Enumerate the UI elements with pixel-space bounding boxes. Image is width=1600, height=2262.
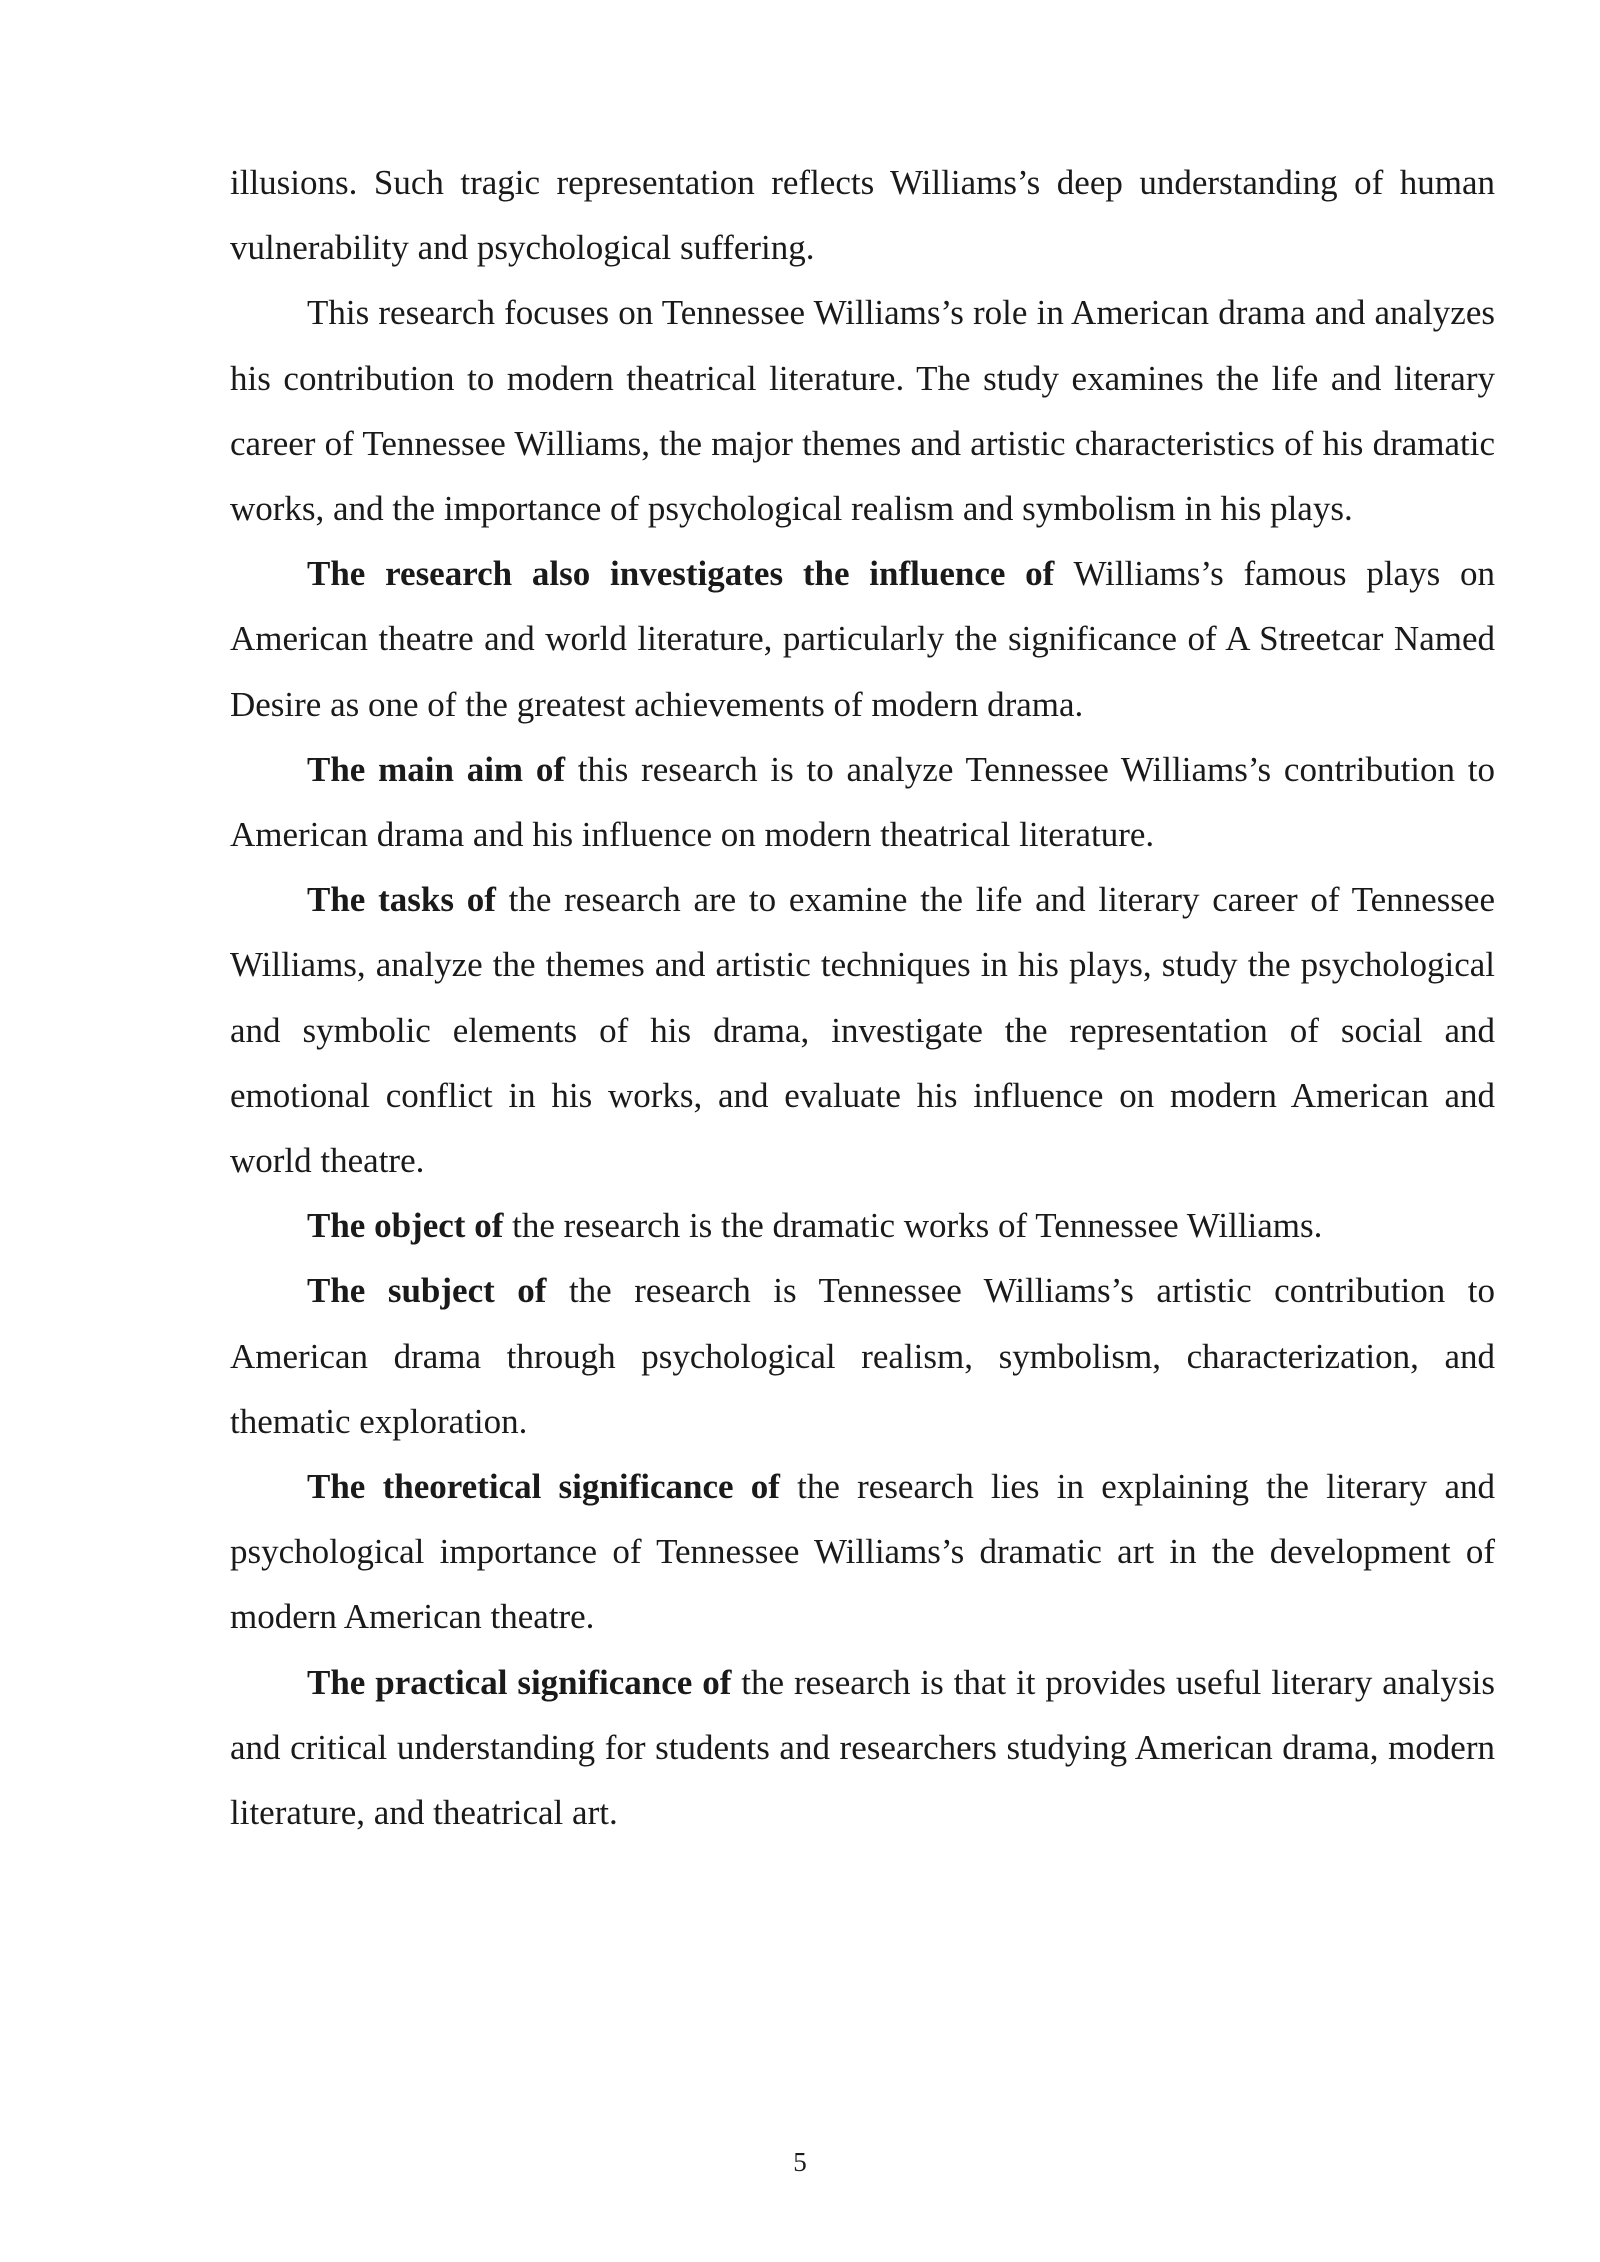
paragraph-practical-significance bbox=[230, 1650, 1495, 1846]
paragraph-lead: The subject of bbox=[307, 1271, 547, 1311]
page-number: 5 bbox=[793, 2147, 807, 2177]
paragraph-theoretical-significance bbox=[230, 1454, 1495, 1650]
paragraph-text: the research lies in explaining the literary and psychological importance of Tennessee Williams’s dramatic art in the development of modern American theatre. bbox=[230, 1467, 1495, 1637]
paragraph-text: this research is to analyze Tennessee Williams’s contribution to American drama and his influence on modern theatrical literature. bbox=[230, 749, 1495, 855]
paragraph-lead: The theoretical significance of bbox=[307, 1467, 780, 1507]
paragraph-subject bbox=[230, 1258, 1495, 1454]
paragraph-main-aim bbox=[230, 737, 1495, 867]
paragraph-lead: The tasks of bbox=[307, 880, 496, 920]
paragraph-influence bbox=[230, 541, 1495, 737]
paragraph-lead: The main aim of bbox=[307, 749, 565, 789]
paragraph-text: the research is that it provides useful literary analysis and critical understanding for students and researchers studying American drama, modern literature, and theatrical art. bbox=[230, 1662, 1495, 1833]
paragraph-text: the research is the dramatic works of Tennessee Williams. bbox=[503, 1206, 1323, 1246]
paragraph-research-focus bbox=[230, 280, 1495, 541]
paragraph-text: illusions. Such tragic representation reflects Williams’s deep understanding of human vulnerability and psychological suffering. bbox=[230, 163, 1495, 268]
paragraph-text: This research focuses on Tennessee Williams’s role in American drama and analyzes his contribution to modern theatrical literature. The study examines the life and literary career of Tennessee Williams, the major themes and artistic characteristics of his dramatic works, and the importance of psychological realism and symbolism in his plays. bbox=[230, 293, 1495, 529]
body-text bbox=[230, 150, 1495, 1845]
paragraph-tasks bbox=[230, 867, 1495, 1193]
paragraph-text: Williams’s famous plays on American theatre and world literature, particularly the significance of A Streetcar Named Desire as one of the greatest achievements of modern drama. bbox=[230, 554, 1495, 724]
paragraph-text: the research is Tennessee Williams’s artistic contribution to American drama through psychological realism, symbolism, characterization, and thematic exploration. bbox=[230, 1271, 1495, 1441]
paragraph-lead: The object of bbox=[307, 1206, 504, 1246]
paragraph-lead: The research also investigates the influence of bbox=[307, 554, 1055, 594]
paragraph-continuation bbox=[230, 150, 1495, 280]
paragraph-lead: The practical significance of bbox=[307, 1662, 732, 1702]
paragraph-object bbox=[230, 1193, 1495, 1258]
paragraph-text: the research are to examine the life and literary career of Tennessee Williams, analyze the themes and artistic techniques in his plays, study the psychological and symbolic elements of his drama, investigate the representation of social and emotional conflict in his works, and evaluate his influence on modern American and world theatre. bbox=[230, 880, 1495, 1181]
